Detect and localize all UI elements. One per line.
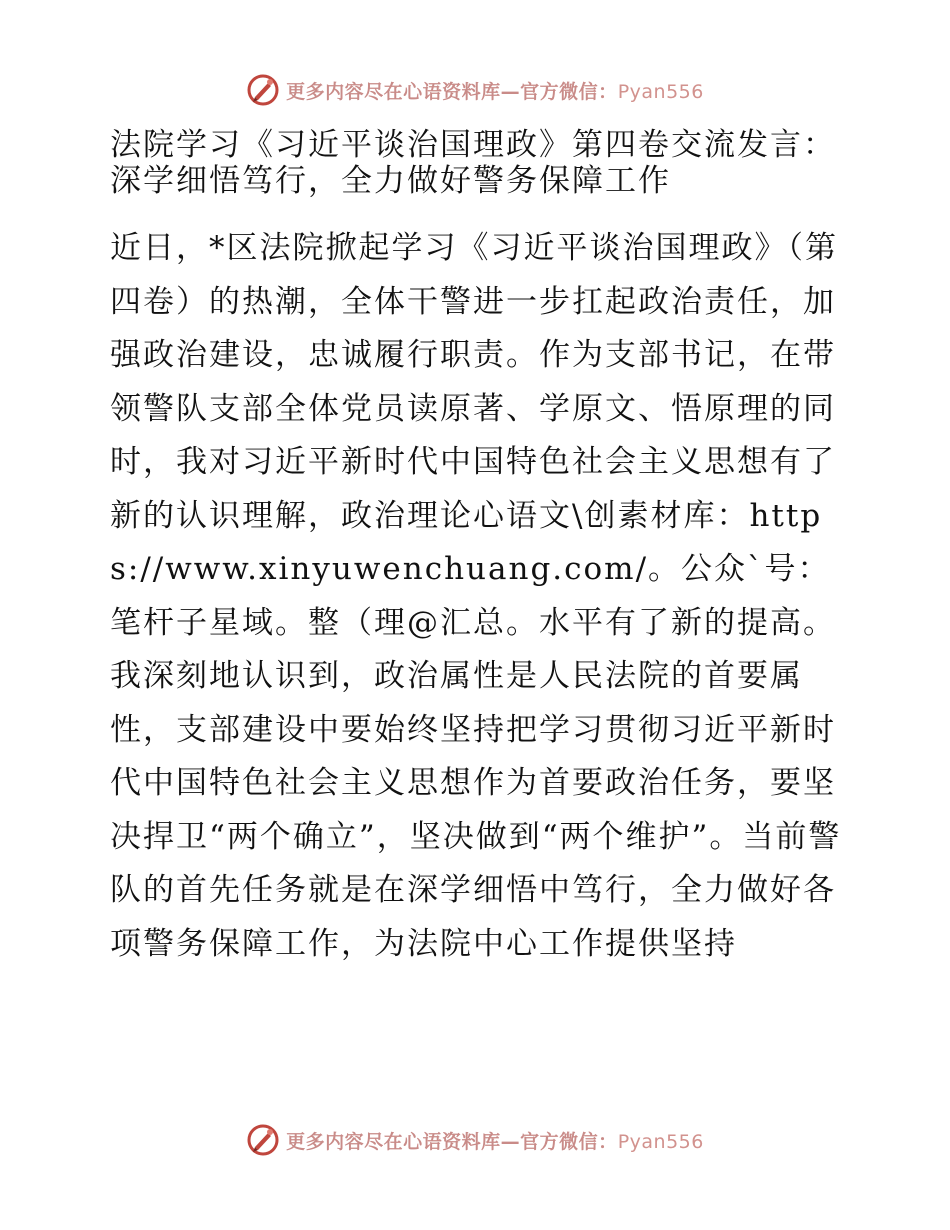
banner-dash: — [500,80,521,103]
banner-wechat-id: Pyan556 [617,1130,704,1153]
document-content [98,127,858,971]
document-body: 近日，*区法院掀起学习《习近平谈治国理政》（第四卷）的热潮，全体干警进一步扛起政治责任，加强政治建设，忠诚履行职责。作为支部书记，在带领警队支部全体党员读原著、学原文、悟原理的同时，我对习近平新时代中国特色社会主义思想有了新的认识理解，政治理论心语文\创素材库：https://www.xinyuwenchuang.com/。公众`号：笔杆子星域。整（理@汇总。水平有了新的提高。我深刻地认识到，政治属性是人民法院的首要属性，支部建设中要始终坚持把学习贯彻习近平新时代中国特色社会主义思想作为首要政治任务，要坚决捍卫“两个确立”，坚决做到“两个维护”。当前警队的首先任务就是在深学细悟中笃行，全力做好各项警务保障工作，为法院中心工作提供坚持 [110,230,842,962]
document-title: 法院学习《习近平谈治国理政》第四卷交流发言：深学细悟笃行，全力做好警务保障工作 [110,127,836,199]
header-watermark-banner [0,70,950,110]
footer-watermark-banner [0,1120,950,1160]
banner-dash: — [500,1130,521,1153]
pen-logo-icon [246,73,280,107]
banner-library-text: 更多内容尽在心语资料库 [286,1130,501,1153]
banner-library-text: 更多内容尽在心语资料库 [286,80,501,103]
banner-wechat-id: Pyan556 [617,80,704,103]
pen-logo-icon [246,1123,280,1157]
banner-wechat-label: 官方微信： [520,80,618,103]
banner-wechat-label: 官方微信： [520,1130,618,1153]
